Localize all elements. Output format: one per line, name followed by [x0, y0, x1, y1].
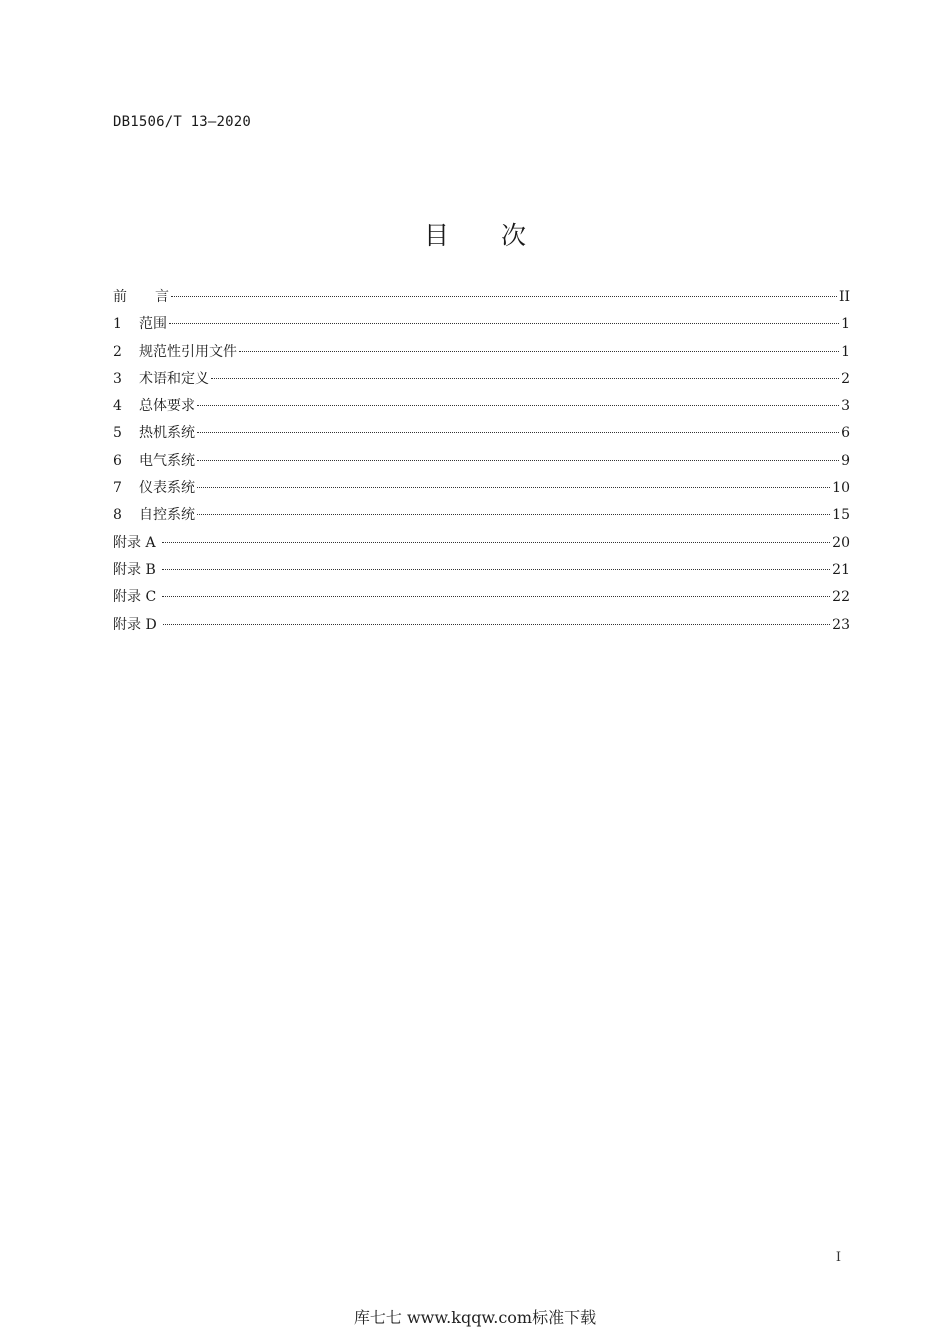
- toc-entry-page: 1: [841, 343, 850, 360]
- toc-entry-8[interactable]: [113, 504, 850, 531]
- toc-leader-dots: [197, 460, 839, 461]
- toc-entry-6[interactable]: [113, 450, 850, 477]
- page-title: 目 次: [424, 221, 548, 250]
- toc-entry-page: 10: [832, 480, 850, 497]
- toc-entry-page: 2: [841, 370, 850, 387]
- toc-leader-dots: [197, 514, 830, 515]
- toc-entry-page: 3: [841, 398, 850, 415]
- toc-entry-page: 20: [832, 534, 850, 551]
- toc-leader-dots: [197, 487, 830, 488]
- toc-entry-number: 3: [113, 370, 122, 387]
- toc-entry-label: 前 言: [113, 289, 169, 305]
- toc-entry-5[interactable]: [113, 422, 850, 449]
- toc-entry-label: 自控系统: [139, 507, 195, 524]
- toc-entry-label: 规范性引用文件: [139, 343, 237, 360]
- toc-entry-4[interactable]: [113, 395, 850, 422]
- toc-entry-label: 仪表系统: [139, 480, 195, 497]
- toc-leader-dots: [162, 542, 831, 543]
- toc-entry-page: 21: [832, 561, 850, 578]
- toc-entry-number: 5: [113, 425, 122, 442]
- toc-entry-page: 23: [832, 616, 850, 633]
- toc-entry-page: 22: [832, 589, 850, 606]
- toc-leader-dots: [211, 378, 839, 379]
- toc-entry-page: II: [838, 289, 850, 305]
- toc-entry-label: 附录 C: [113, 589, 157, 606]
- toc-entry-page: 1: [841, 316, 850, 333]
- toc-leader-dots: [171, 296, 837, 297]
- toc-entry-number: 1: [113, 316, 122, 333]
- toc-entry-appendix-b[interactable]: [113, 559, 850, 586]
- toc-leader-dots: [162, 569, 830, 570]
- toc-entry-label: 附录 D: [113, 616, 157, 633]
- toc-entry-label: 附录 B: [113, 561, 156, 578]
- toc-leader-dots: [197, 432, 839, 433]
- toc-entry-appendix-c[interactable]: [113, 586, 850, 613]
- watermark-text: 库七七 www.kqqw.com标准下载: [353, 1308, 597, 1327]
- toc-entry-preface[interactable]: [113, 286, 850, 313]
- toc-entry-label: 总体要求: [139, 398, 195, 415]
- toc-entry-appendix-d[interactable]: [113, 614, 850, 641]
- toc-leader-dots: [169, 323, 839, 324]
- toc-entry-page: 15: [832, 507, 850, 524]
- toc-entry-appendix-a[interactable]: [113, 532, 850, 559]
- toc-leader-dots: [239, 351, 839, 352]
- toc-entry-3[interactable]: [113, 368, 850, 395]
- document-code: DB1506/T 13—2020: [113, 114, 252, 130]
- toc-entry-number: 7: [113, 480, 122, 497]
- toc-entry-page: 6: [841, 425, 850, 442]
- toc-leader-dots: [197, 405, 839, 406]
- toc-entry-number: 4: [113, 398, 122, 415]
- toc-leader-dots: [162, 596, 830, 597]
- toc-entry-label: 范围: [139, 316, 167, 333]
- toc-entry-label: 附录 A: [113, 534, 156, 551]
- toc-entry-label: 电气系统: [139, 452, 195, 469]
- toc-leader-dots: [163, 624, 830, 625]
- toc-entry-number: 2: [113, 343, 122, 360]
- toc-entry-7[interactable]: [113, 477, 850, 504]
- table-of-contents: [113, 286, 850, 641]
- toc-entry-label: 热机系统: [139, 425, 195, 442]
- toc-entry-number: 8: [113, 507, 122, 524]
- toc-entry-2[interactable]: [113, 341, 850, 368]
- page-number: I: [835, 1250, 841, 1265]
- toc-entry-label: 术语和定义: [139, 370, 209, 387]
- toc-entry-number: 6: [113, 452, 122, 469]
- toc-entry-1[interactable]: [113, 313, 850, 340]
- toc-entry-page: 9: [841, 452, 850, 469]
